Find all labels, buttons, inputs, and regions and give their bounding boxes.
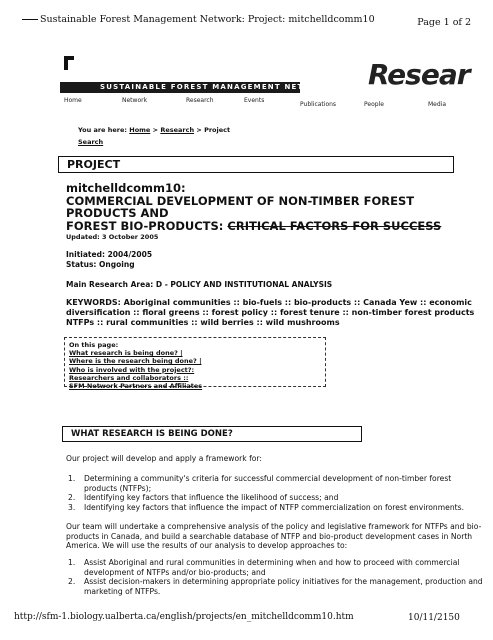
nav-item-media[interactable]: Media [428, 101, 447, 108]
research-area: Main Research Area: D - POLICY AND INSTITUTIONAL ANALYSIS [66, 280, 333, 289]
project-title-part3: CRITICAL FACTORS FOR SUCCESS [227, 218, 442, 233]
project-title-part2: FOREST BIO-PRODUCTS: [66, 218, 224, 233]
toc-link-researchers[interactable]: Researchers and collaborators :: [69, 373, 189, 382]
toc-link-who[interactable]: Who is involved with the project?: [69, 365, 195, 374]
list-text: Determining a community's criteria for successful commercial development of non-timber forest products (NTFPs); [84, 474, 452, 493]
project-status: Status: Ongoing [66, 260, 135, 269]
initiated-date: Initiated: 2004/2005 [66, 250, 153, 259]
toc-link-where[interactable]: Where is the research being done? | [69, 357, 202, 366]
breadcrumb-separator: > [152, 126, 159, 134]
breadcrumb-current: Project [204, 126, 231, 134]
nav-item-research[interactable]: Research [186, 97, 214, 104]
list-text: Identifying key factors that influence the impact of NTFP commercialization on forest environments. [84, 502, 464, 512]
framework-list [68, 474, 486, 512]
page-number: Page 1 of 2 [417, 17, 471, 28]
search-link[interactable]: Search [78, 138, 104, 146]
list-number: 2. [68, 577, 76, 586]
project-id: mitchelldcomm10: [66, 181, 186, 195]
toc-heading: On this page: [69, 341, 119, 349]
list-number: 1. [68, 474, 76, 483]
print-footer-date: 10/11/2150 [408, 613, 460, 623]
project-title [66, 182, 466, 232]
list-text: Identifying key factors that influence the likelihood of success; and [84, 493, 339, 502]
nav-item-people[interactable]: People [364, 101, 384, 108]
list-item [68, 474, 486, 493]
on-this-page-box [64, 337, 326, 391]
print-title-text: Sustainable Forest Management Network: Project: mitchelldcomm10 [40, 14, 375, 25]
project-title-line2 [66, 220, 466, 233]
breadcrumb-research-link[interactable]: Research [160, 126, 195, 134]
updated-date: Updated: 3 October 2005 [66, 233, 159, 241]
header-rule [22, 19, 38, 20]
corner-mark-icon [64, 56, 74, 70]
breadcrumb-home-link[interactable]: Home [129, 126, 151, 134]
list-item [68, 558, 486, 577]
intro-paragraph: Our project will develop and apply a framework for: [66, 454, 262, 463]
research-banner: Resear [368, 58, 470, 91]
print-footer-url: http://sfm-1.biology.ualberta.ca/english/projects/en_mitchelldcomm10.htm [14, 612, 354, 622]
list-number: 1. [68, 558, 76, 567]
breadcrumb [78, 126, 230, 134]
list-number: 3. [68, 502, 76, 512]
site-banner[interactable]: SUSTAINABLE FOREST MANAGEMENT NETWORK [60, 82, 300, 93]
list-text: Assist Aboriginal and rural communities in determining when and how to proceed with commercial development of NTFPs and/or bio-products; and [84, 558, 460, 577]
toc-link-what[interactable]: What research is being done? | [69, 349, 183, 358]
approaches-list [68, 558, 486, 596]
list-item [68, 503, 486, 513]
nav-item-network[interactable]: Network [122, 97, 148, 104]
analysis-paragraph: Our team will undertake a comprehensive analysis of the policy and legislative framework for NTFPs and bio-products in Canada, and build a searchable database of NTFP and bio-product development cases in North America. We will use the results of our analysis to develop approaches to: [66, 522, 482, 550]
breadcrumb-separator: > [196, 126, 202, 134]
nav-item-publications[interactable]: Publications [300, 101, 337, 108]
toc-link-partners[interactable]: SFM Network Partners and Affiliates [69, 382, 203, 391]
list-item [68, 577, 486, 596]
print-header-title [22, 14, 375, 25]
nav-item-events[interactable]: Events [244, 97, 265, 104]
keywords-list: KEYWORDS: Aboriginal communities :: bio-fuels :: bio-products :: Canada Yew :: economic diversification :: floral greens :: forest policy :: forest tenure :: non-timber forest products NTFPs :: rural communities :: wild berries :: wild mushrooms [66, 298, 475, 327]
breadcrumb-prefix: You are here: [78, 126, 127, 134]
list-text: Assist decision-makers in determining appropriate policy initiatives for the management, production and marketing of NTFPs. [84, 577, 483, 596]
list-item [68, 493, 486, 503]
list-number: 2. [68, 493, 76, 502]
section-heading-what-research: WHAT RESEARCH IS BEING DONE? [62, 426, 362, 442]
project-title-line1: COMMERCIAL DEVELOPMENT OF NON-TIMBER FOREST PRODUCTS AND [66, 193, 415, 220]
nav-item-home[interactable]: Home [64, 97, 82, 104]
section-heading-project: PROJECT [58, 156, 454, 173]
